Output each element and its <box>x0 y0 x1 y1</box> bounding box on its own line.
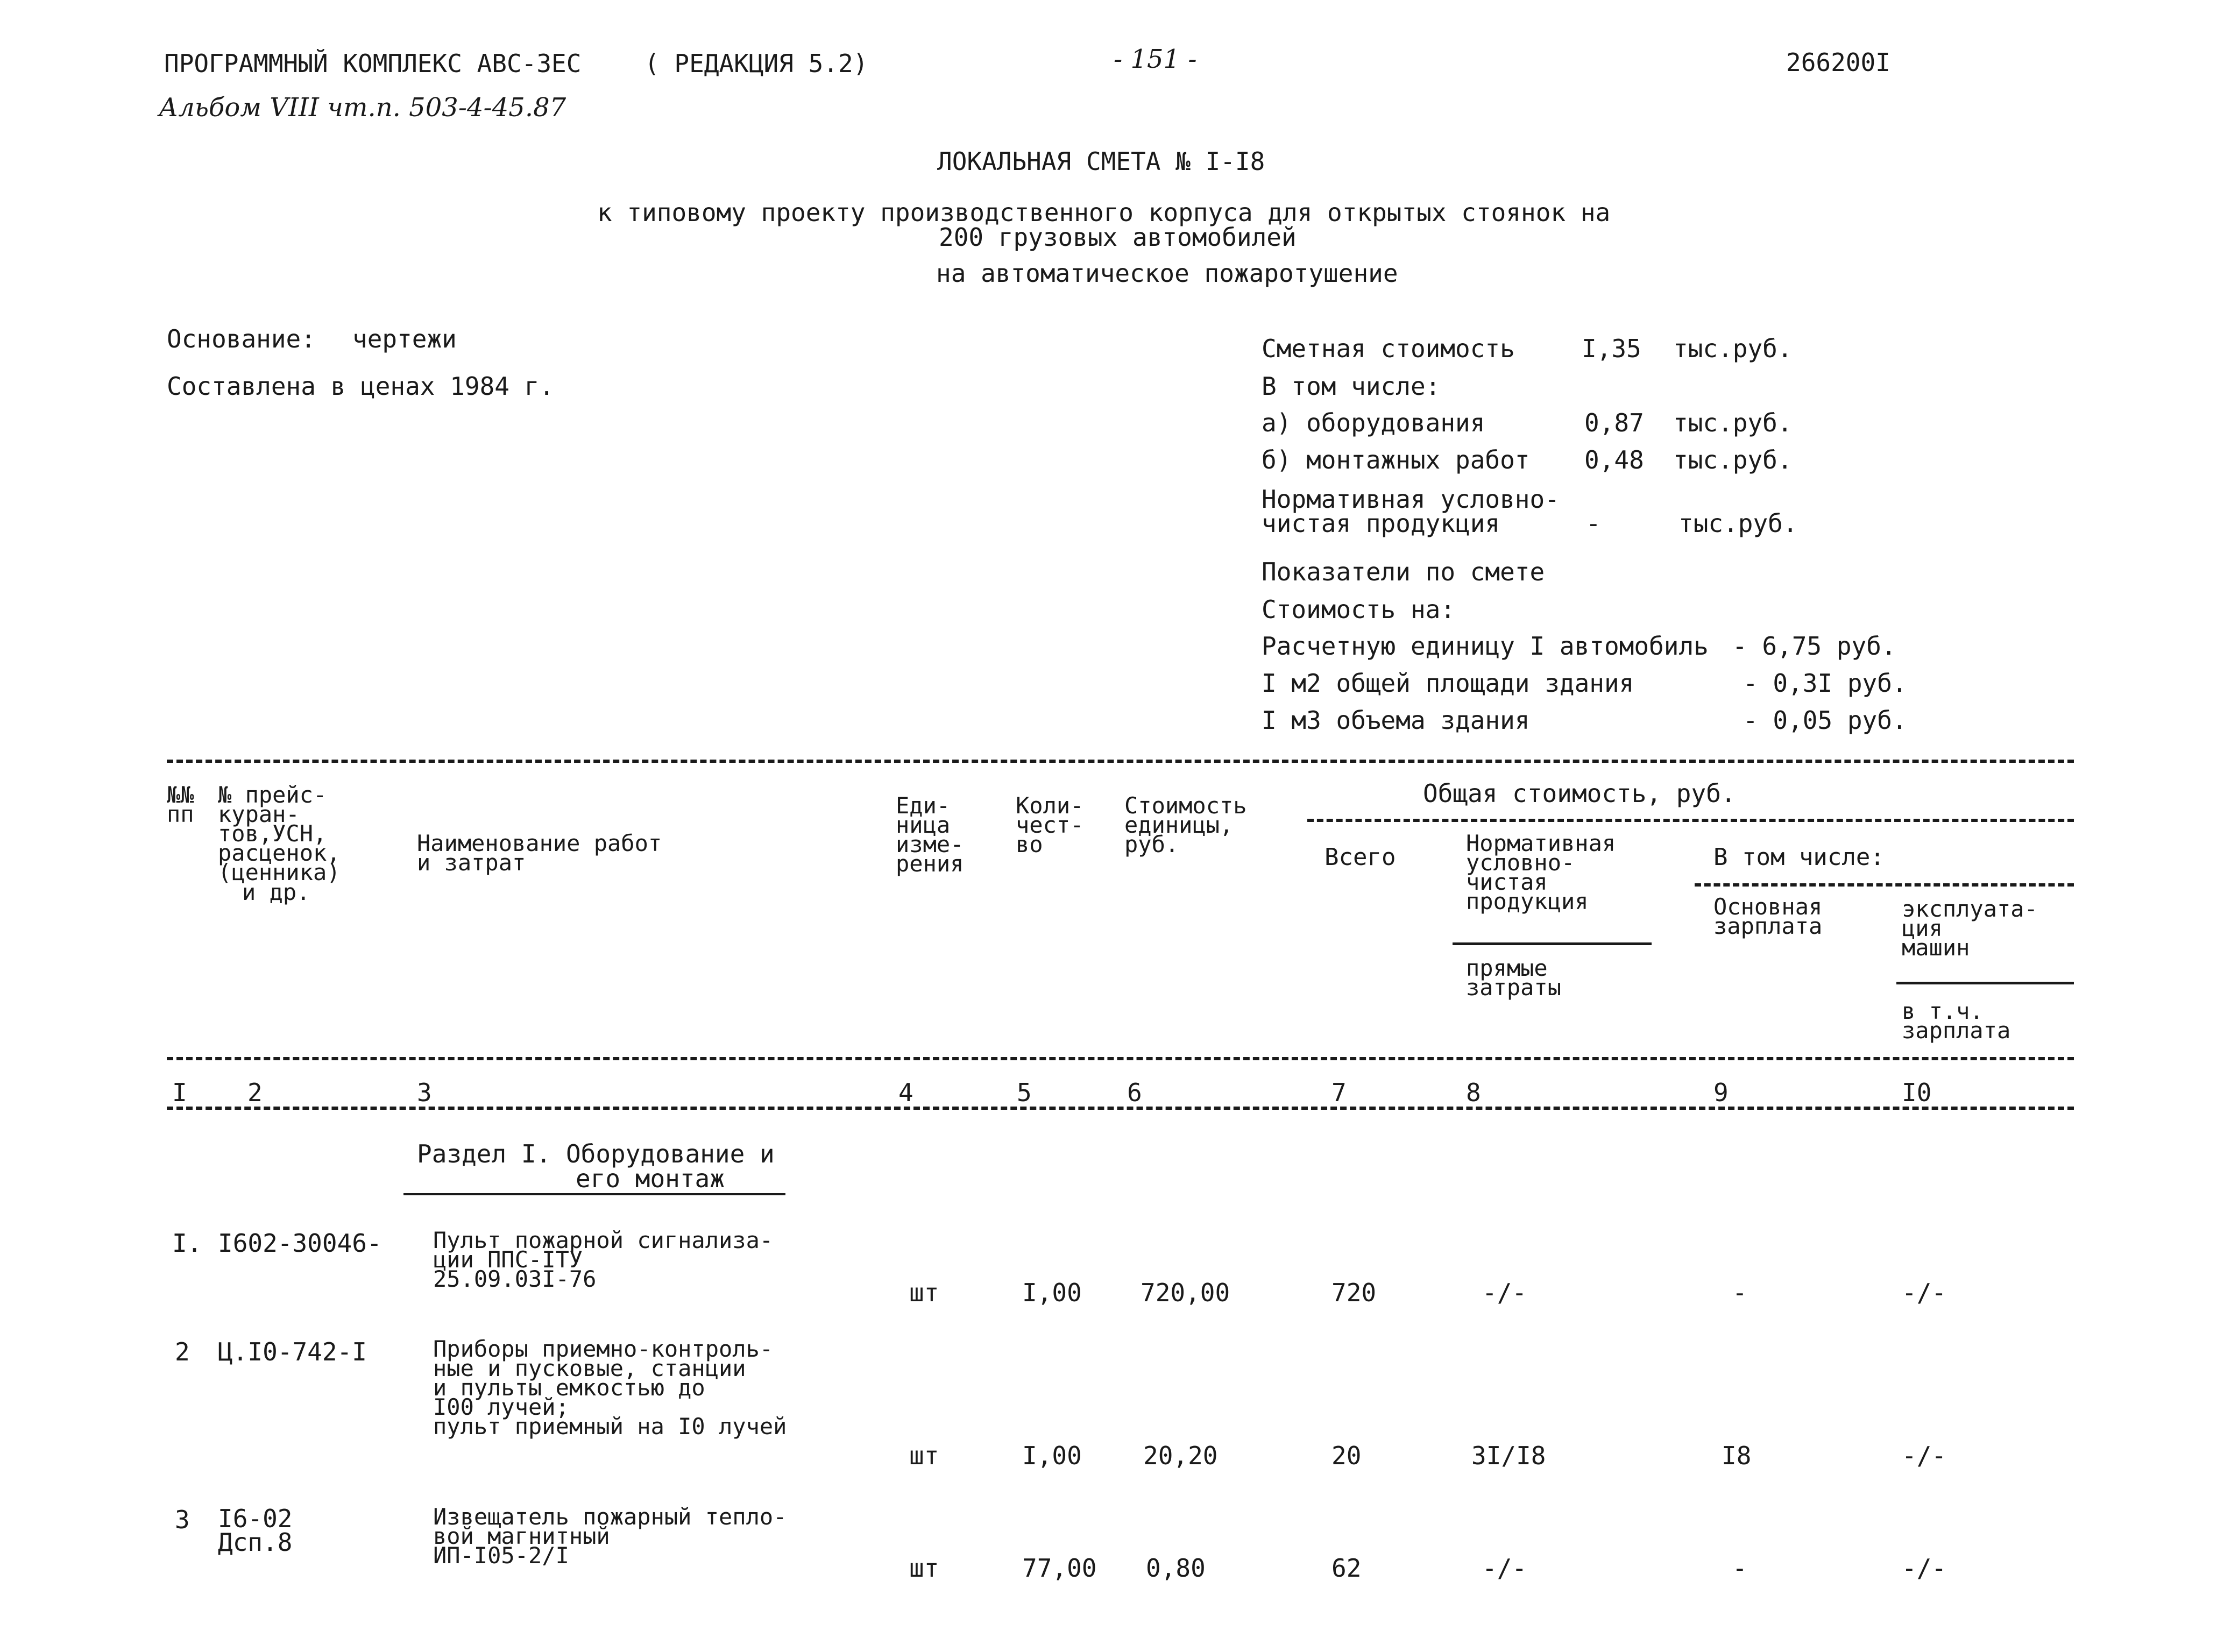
col-header-unit: Еди- ница изме- рения <box>896 792 964 877</box>
norm-underline <box>1453 942 1652 945</box>
row-number: 3 <box>175 1505 190 1534</box>
row-code: I6-02 Дсп.8 <box>218 1504 293 1557</box>
table-top-rule <box>167 760 2074 763</box>
row-number: I. <box>172 1229 202 1258</box>
row-salary: I8 <box>1722 1441 1752 1470</box>
per-vehicle-value: - 6,75 руб. <box>1732 632 1896 661</box>
including-header: В том числе: <box>1713 843 1885 871</box>
row-total: 62 <box>1331 1554 1362 1583</box>
program-name: ПРОГРАММНЫЙ КОМПЛЕКС АВС-ЗЕС <box>164 49 582 78</box>
row-unit: шт <box>909 1278 939 1307</box>
col-number-8: 8 <box>1466 1078 1481 1107</box>
document-code: 266200I <box>1786 48 1890 77</box>
row-unit: шт <box>909 1441 939 1470</box>
row-qty: I,00 <box>1022 1278 1082 1307</box>
section-title-line-1: Раздел I. Оборудование и <box>417 1139 775 1168</box>
col-number-4: 4 <box>898 1078 913 1107</box>
row-machines: -/- <box>1902 1278 1947 1307</box>
row-norm: 3I/I8 <box>1471 1441 1546 1470</box>
norm-label-1: Нормативная условно- <box>1262 485 1560 514</box>
machines-underline <box>1896 982 2074 984</box>
row-number: 2 <box>175 1337 190 1366</box>
row-total: 720 <box>1331 1278 1377 1307</box>
col-number-1: I <box>172 1078 187 1107</box>
installation-label: б) монтажных работ <box>1262 445 1530 474</box>
album-note: Альбом VIII чт.п. 503-4-45.87 <box>159 93 566 123</box>
section-title-line-2: его монтаж <box>576 1164 725 1193</box>
col-header-code: № прейс- куран- тов,УСН, расценок, (ценника) и др. <box>218 782 341 905</box>
title-line-2: 200 грузовых автомобилей <box>939 223 1297 252</box>
col-number-3: 3 <box>417 1078 432 1107</box>
installation-unit: тыс.руб. <box>1673 445 1793 474</box>
row-machines: -/- <box>1902 1554 1947 1583</box>
col-header-machines: эксплуата- ция машин <box>1902 896 2038 961</box>
total-group-rule <box>1307 819 2074 822</box>
including-label: В том числе: <box>1262 372 1441 401</box>
estimated-cost-value: I,35 <box>1582 334 1641 363</box>
col-header-direct-costs: прямые затраты <box>1466 955 1562 1001</box>
row-total: 20 <box>1331 1441 1362 1470</box>
estimated-cost-label: Сметная стоимость <box>1262 334 1515 363</box>
row-name: Пульт пожарной сигнализа- ции ППС-IТУ 25.09.03I-76 <box>433 1227 774 1293</box>
total-group-header: Общая стоимость, руб. <box>1423 779 1736 808</box>
row-qty: I,00 <box>1022 1441 1082 1470</box>
row-unit: шт <box>909 1554 939 1583</box>
col-number-10: I0 <box>1902 1078 1932 1107</box>
indicators-label: Показатели по смете <box>1262 557 1545 586</box>
row-norm: -/- <box>1482 1278 1527 1307</box>
per-vehicle-label: Расчетную единицу I автомобиль <box>1262 632 1709 661</box>
col-header-machines-salary: в т.ч. зарплата <box>1902 998 2011 1044</box>
row-price: 720,00 <box>1141 1278 1230 1307</box>
col-number-6: 6 <box>1127 1078 1142 1107</box>
col-header-norm: Нормативная условно- чистая продукция <box>1466 830 1616 915</box>
row-salary: - <box>1732 1278 1747 1307</box>
per-m3-value: - 0,05 руб. <box>1743 706 1907 735</box>
per-m2-value: - 0,3I руб. <box>1743 669 1907 698</box>
edition: ( РЕДАКЦИЯ 5.2) <box>644 49 868 78</box>
installation-value: 0,48 <box>1584 445 1644 474</box>
title-line-3: на автоматическое пожаротушение <box>936 259 1398 288</box>
col-header-qty: Коли- чест- во <box>1016 792 1084 858</box>
row-machines: -/- <box>1902 1441 1947 1470</box>
norm-label-2: чистая продукция <box>1262 509 1500 538</box>
col-header-num: №№ пп <box>167 782 194 828</box>
cost-per-label: Стоимость на: <box>1262 595 1456 624</box>
row-price: 20,20 <box>1143 1441 1218 1470</box>
including-rule <box>1695 883 2074 887</box>
row-code: I602-30046- <box>218 1229 382 1258</box>
norm-value: - <box>1586 509 1601 538</box>
col-number-5: 5 <box>1017 1078 1032 1107</box>
estimate-title: ЛОКАЛЬНАЯ СМЕТА № I-I8 <box>937 147 1265 176</box>
col-header-salary: Основная зарплата <box>1713 894 1823 940</box>
prices-note: Составлена в ценах 1984 г. <box>167 372 555 401</box>
col-header-name: Наименование работ и затрат <box>417 830 662 876</box>
col-number-9: 9 <box>1713 1078 1729 1107</box>
estimated-cost-unit: тыс.руб. <box>1673 334 1793 363</box>
row-price: 0,80 <box>1146 1554 1206 1583</box>
equipment-unit: тыс.руб. <box>1673 408 1793 437</box>
header-bottom-rule <box>167 1057 2074 1060</box>
basis-label: Основание: <box>167 324 316 353</box>
row-norm: -/- <box>1482 1554 1527 1583</box>
row-qty: 77,00 <box>1022 1554 1097 1583</box>
basis-value: чертежи <box>352 324 457 353</box>
col-number-2: 2 <box>247 1078 263 1107</box>
title-line-1: к типовому проекту производственного корпуса для открытых стоянок на <box>597 198 1611 227</box>
row-name: Извещатель пожарный тепло- вой магнитный ИП-I05-2/I <box>433 1504 787 1569</box>
row-code: Ц.I0-742-I <box>218 1337 367 1366</box>
column-numbers-rule <box>167 1107 2074 1110</box>
page-number: - 151 - <box>1114 44 1197 74</box>
per-m2-label: I м2 общей площади здания <box>1262 669 1634 698</box>
norm-unit: тыс.руб. <box>1678 509 1798 538</box>
col-header-price: Стоимость единицы, руб. <box>1124 792 1247 858</box>
row-name: Приборы приемно-контроль- ные и пусковые, станции и пульты емкостью до I00 лучей; пульт приемный на I0 лучей <box>433 1336 787 1440</box>
row-salary: - <box>1732 1554 1747 1583</box>
per-m3-label: I м3 объема здания <box>1262 706 1530 735</box>
col-header-total: Всего <box>1325 843 1396 871</box>
section-underline <box>403 1193 785 1195</box>
equipment-value: 0,87 <box>1584 408 1644 437</box>
col-number-7: 7 <box>1331 1078 1347 1107</box>
equipment-label: а) оборудования <box>1262 408 1485 437</box>
